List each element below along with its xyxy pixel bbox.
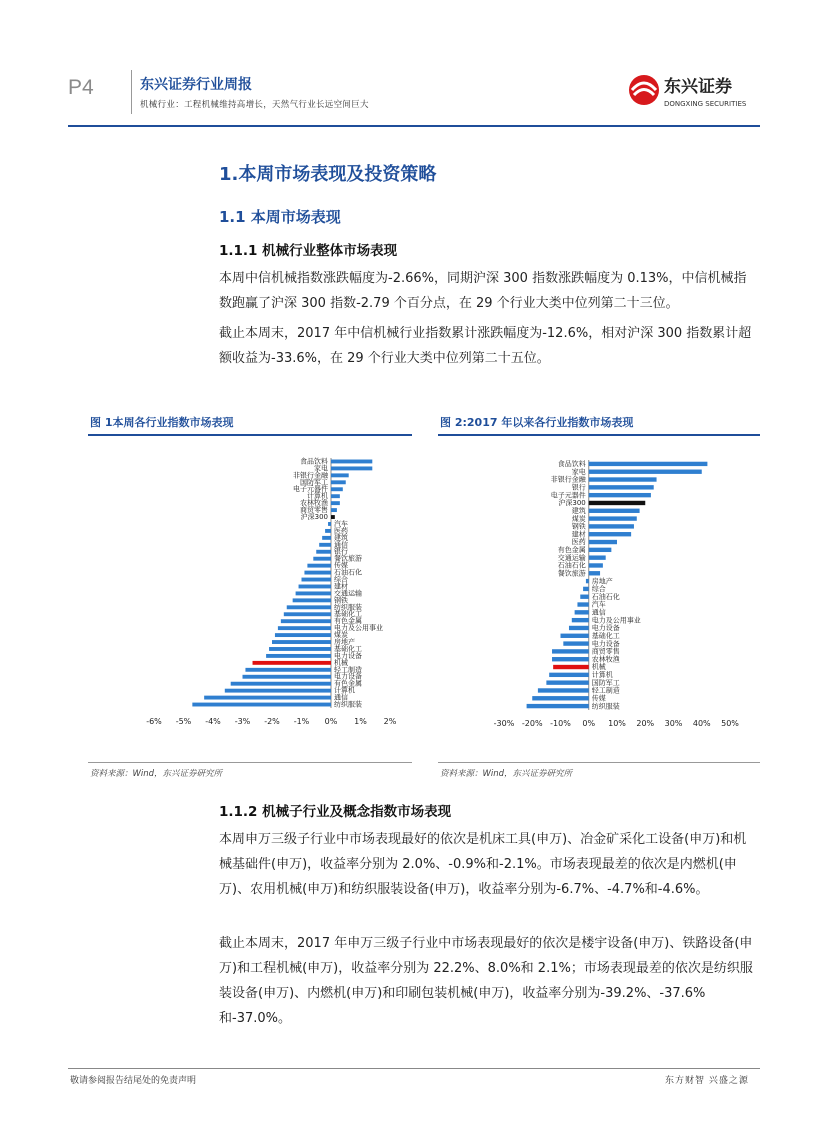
bar-7 xyxy=(589,516,637,520)
bar-28 xyxy=(266,654,331,658)
bar-23 xyxy=(563,641,588,645)
category-label: 家电 xyxy=(571,467,586,476)
report-title: 东兴证券行业周报 xyxy=(140,77,252,93)
footer-rule xyxy=(68,1068,760,1069)
category-label: 餐饮旅游 xyxy=(334,554,362,563)
category-label: 纺织服装 xyxy=(591,702,620,711)
tick-label: 0% xyxy=(582,719,596,728)
tick-label: 1% xyxy=(354,717,367,726)
logo-en: DONGXING SECURITIES xyxy=(664,100,747,108)
category-label: 钢铁 xyxy=(571,522,586,531)
bar-16 xyxy=(304,571,331,575)
bar-16 xyxy=(583,587,589,591)
tick-label: 30% xyxy=(664,719,683,728)
header-divider xyxy=(131,70,132,114)
category-label: 基础化工 xyxy=(334,610,362,619)
bar-13 xyxy=(589,563,603,567)
section-heading-1-1-1: 1.1.1 机械行业整体市场表现 xyxy=(219,243,398,259)
category-label: 医药 xyxy=(334,526,348,535)
bar-17 xyxy=(580,595,588,599)
bar-26 xyxy=(553,665,589,669)
bar-25 xyxy=(275,633,331,637)
category-label: 医药 xyxy=(571,538,586,547)
category-label: 银行 xyxy=(334,547,348,556)
tick-label: -30% xyxy=(493,719,515,728)
figure1-bottom-rule xyxy=(88,762,412,763)
category-label: 煤炭 xyxy=(571,514,586,523)
category-label: 有色金属 xyxy=(334,679,362,688)
category-label: 综合 xyxy=(591,585,606,594)
bar-11 xyxy=(322,536,331,540)
section-heading-1-1-2: 1.1.2 机械子行业及概念指数市场表现 xyxy=(219,804,452,820)
bar-26 xyxy=(272,640,331,644)
category-label: 建筑 xyxy=(334,533,348,542)
tick-label: -4% xyxy=(205,717,221,726)
bar-12 xyxy=(589,555,606,559)
category-label: 通信 xyxy=(334,540,348,549)
bar-30 xyxy=(532,696,589,700)
paragraph-weekly: 本周中信机械指数涨跌幅度为-2.66%，同期沪深 300 指数涨跌幅度为 0.13%，中信机械指数跑赢了沪深 300 指数-2.79 个百分点，在 29 个行业大类中位列第二十三位。 xyxy=(219,271,747,311)
figure2-chart xyxy=(438,440,760,740)
bar-8 xyxy=(589,524,634,528)
category-label: 钢铁 xyxy=(334,596,348,605)
footer-slogan: 东方财智 兴盛之源 xyxy=(665,1076,749,1086)
bar-6 xyxy=(589,509,640,513)
bar-21 xyxy=(287,605,331,609)
bar-9 xyxy=(328,522,331,526)
bar-23 xyxy=(281,619,331,623)
bar-24 xyxy=(552,649,589,653)
figure2-rule xyxy=(438,434,760,436)
paragraph-subindustry-weekly: 本周申万三级子行业中市场表现最好的依次是机床工具(申万)、冶金矿采化工设备(申万)和机械基础件(申万)，收益率分别为 2.0%、-0.9%和-2.1%。市场表现最差的依次是内燃机(申万)、农用机械(申万)和纺织服装设备(申万)，收益率分别为-6.7%、-4.7%和-4.6%。 xyxy=(219,832,747,897)
bar-27 xyxy=(549,673,589,677)
bar-34 xyxy=(204,696,331,700)
category-label: 纺织服装 xyxy=(334,700,362,709)
category-label: 交通运输 xyxy=(557,553,586,562)
bar-19 xyxy=(296,591,331,595)
bar-12 xyxy=(319,543,331,547)
category-label: 电力设备 xyxy=(591,639,620,648)
tick-label: -1% xyxy=(293,717,310,726)
category-label: 电力及公用事业 xyxy=(591,616,641,625)
category-label: 计算机 xyxy=(334,686,355,695)
bar-1 xyxy=(589,470,702,474)
figure1-chart xyxy=(88,440,412,740)
category-label: 国防军工 xyxy=(300,478,328,487)
bar-35 xyxy=(192,703,331,707)
bar-29 xyxy=(253,661,331,665)
bar-14 xyxy=(313,557,331,561)
bar-28 xyxy=(546,680,588,684)
category-label: 纺织服装 xyxy=(334,603,362,612)
bar-21 xyxy=(569,626,589,630)
category-label: 农林牧渔 xyxy=(300,499,328,508)
bar-19 xyxy=(575,610,589,614)
bar-33 xyxy=(225,689,331,693)
category-label: 非银行金融 xyxy=(293,471,328,480)
tick-label: -20% xyxy=(521,719,543,728)
page-number: P4 xyxy=(68,76,94,99)
bar-20 xyxy=(572,618,589,622)
bar-0 xyxy=(331,460,372,464)
category-label: 电力设备 xyxy=(334,672,362,681)
figure1-title: 图 1本周各行业指数市场表现 xyxy=(90,416,234,429)
figure1-rule xyxy=(88,434,412,436)
category-label: 基础化工 xyxy=(334,644,362,653)
category-label: 计算机 xyxy=(591,671,613,680)
bar-25 xyxy=(552,657,589,661)
bar-6 xyxy=(331,501,340,505)
tick-label: -3% xyxy=(234,717,251,726)
report-subtitle: 机械行业：工程机械维持高增长，天然气行业长远空间巨大 xyxy=(140,100,369,110)
bar-18 xyxy=(299,585,331,589)
category-label: 房地产 xyxy=(334,637,355,646)
bar-18 xyxy=(577,602,588,606)
bar-27 xyxy=(269,647,331,651)
bar-5 xyxy=(589,501,646,505)
figure1-source: 资料来源：Wind，东兴证券研究所 xyxy=(90,769,223,779)
tick-label: 50% xyxy=(721,719,739,728)
tick-label: 2% xyxy=(383,717,397,726)
category-label: 银行 xyxy=(571,483,586,492)
bar-14 xyxy=(589,571,600,575)
bar-2 xyxy=(331,473,349,477)
category-label: 有色金属 xyxy=(334,617,362,626)
category-label: 基础化工 xyxy=(591,631,620,640)
category-label: 建材 xyxy=(571,530,586,539)
category-label: 石油石化 xyxy=(557,561,586,570)
bar-13 xyxy=(316,550,331,554)
bar-15 xyxy=(586,579,589,583)
category-label: 沪深300 xyxy=(558,499,586,508)
tick-label: 20% xyxy=(636,719,655,728)
paragraph-ytd: 截止本周末，2017 年中信机械行业指数累计涨跌幅度为-12.6%，相对沪深 300 指数累计超额收益为-33.6%，在 29 个行业大类中位列第二十五位。 xyxy=(219,326,752,366)
bar-1 xyxy=(331,466,372,470)
bar-17 xyxy=(302,578,332,582)
category-label: 电力设备 xyxy=(334,651,362,660)
category-label: 电子元器件 xyxy=(550,491,586,500)
bar-31 xyxy=(243,675,332,679)
footer-disclaimer: 敬请参阅报告结尾处的免责声明 xyxy=(70,1076,197,1086)
category-label: 通信 xyxy=(334,693,348,702)
bar-22 xyxy=(561,634,589,638)
category-label: 食品饮料 xyxy=(300,457,328,466)
paragraph-subindustry-ytd: 截止本周末，2017 年申万三级子行业中市场表现最好的依次是楼宇设备(申万)、铁路设备(申万)和工程机械(申万)，收益率分别为 22.2%、8.0%和 2.1%；市场表现最差的依次是纺织服装设备(申万)、内燃机(申万)和印刷包装机械(申万)，收益率分别为-39.2%、-37.6%和-37.0%。 xyxy=(219,936,753,1026)
figure2-title: 图 2:2017 年以来各行业指数市场表现 xyxy=(440,416,634,429)
bar-3 xyxy=(331,480,346,484)
bar-2 xyxy=(589,477,657,481)
category-label: 食品饮料 xyxy=(557,460,586,469)
category-label: 有色金属 xyxy=(557,546,586,555)
bar-15 xyxy=(307,564,331,568)
category-label: 计算机 xyxy=(307,492,328,501)
category-label: 国防军工 xyxy=(591,678,620,687)
bar-20 xyxy=(293,598,331,602)
category-label: 餐饮旅游 xyxy=(557,569,586,578)
bar-10 xyxy=(589,540,617,544)
tick-label: 0% xyxy=(324,717,338,726)
bar-7 xyxy=(331,508,337,512)
figure2-source: 资料来源：Wind，东兴证券研究所 xyxy=(440,769,573,779)
category-label: 机械 xyxy=(334,658,348,667)
brand-logo xyxy=(624,68,764,114)
category-label: 电力及公用事业 xyxy=(334,624,383,633)
category-label: 汽车 xyxy=(591,600,606,609)
section-heading-1-1: 1.1 本周市场表现 xyxy=(219,208,341,226)
logo-cn: 东兴证券 xyxy=(664,77,732,97)
bar-32 xyxy=(231,682,331,686)
bar-4 xyxy=(589,493,651,497)
category-label: 商贸零售 xyxy=(591,647,620,656)
tick-label: 40% xyxy=(692,719,711,728)
category-label: 沪深300 xyxy=(300,512,328,521)
bar-31 xyxy=(527,704,589,708)
category-label: 汽车 xyxy=(334,519,348,528)
logo-emblem-icon xyxy=(624,68,764,114)
category-label: 传媒 xyxy=(334,561,348,570)
bar-29 xyxy=(538,688,589,692)
tick-label: -6% xyxy=(146,717,162,726)
figure2-bottom-rule xyxy=(438,762,760,763)
bar-24 xyxy=(278,626,331,630)
tick-label: -2% xyxy=(264,717,280,726)
category-label: 轻工制造 xyxy=(591,686,620,695)
category-label: 商贸零售 xyxy=(300,506,328,515)
tick-label: -10% xyxy=(550,719,571,728)
bar-5 xyxy=(331,494,340,498)
category-label: 通信 xyxy=(591,608,606,617)
bar-10 xyxy=(325,529,331,533)
category-label: 轻工制造 xyxy=(334,665,362,674)
category-label: 煤炭 xyxy=(334,631,348,640)
category-label: 石油石化 xyxy=(334,568,362,577)
category-label: 综合 xyxy=(334,575,348,584)
bar-0 xyxy=(589,462,708,466)
bar-8 xyxy=(331,515,335,519)
bar-22 xyxy=(284,612,331,616)
category-label: 机械 xyxy=(591,663,606,672)
category-label: 石油石化 xyxy=(591,592,620,601)
tick-label: 10% xyxy=(608,719,626,728)
bar-9 xyxy=(589,532,631,536)
section-heading-1: 1.本周市场表现及投资策略 xyxy=(219,164,437,185)
tick-label: -5% xyxy=(175,717,192,726)
category-label: 电子元器件 xyxy=(293,485,328,494)
category-label: 家电 xyxy=(314,464,328,473)
category-label: 交通运输 xyxy=(334,589,362,598)
bar-11 xyxy=(589,548,612,552)
category-label: 建材 xyxy=(334,582,348,591)
header-rule xyxy=(68,125,760,127)
category-label: 农林牧渔 xyxy=(591,655,620,664)
category-label: 房地产 xyxy=(591,577,613,586)
category-label: 建筑 xyxy=(571,506,586,515)
category-label: 传媒 xyxy=(591,694,606,703)
category-label: 电力设备 xyxy=(591,624,620,633)
category-label: 非银行金融 xyxy=(550,475,586,484)
bar-3 xyxy=(589,485,654,489)
bar-30 xyxy=(245,668,331,672)
bar-4 xyxy=(331,487,343,491)
